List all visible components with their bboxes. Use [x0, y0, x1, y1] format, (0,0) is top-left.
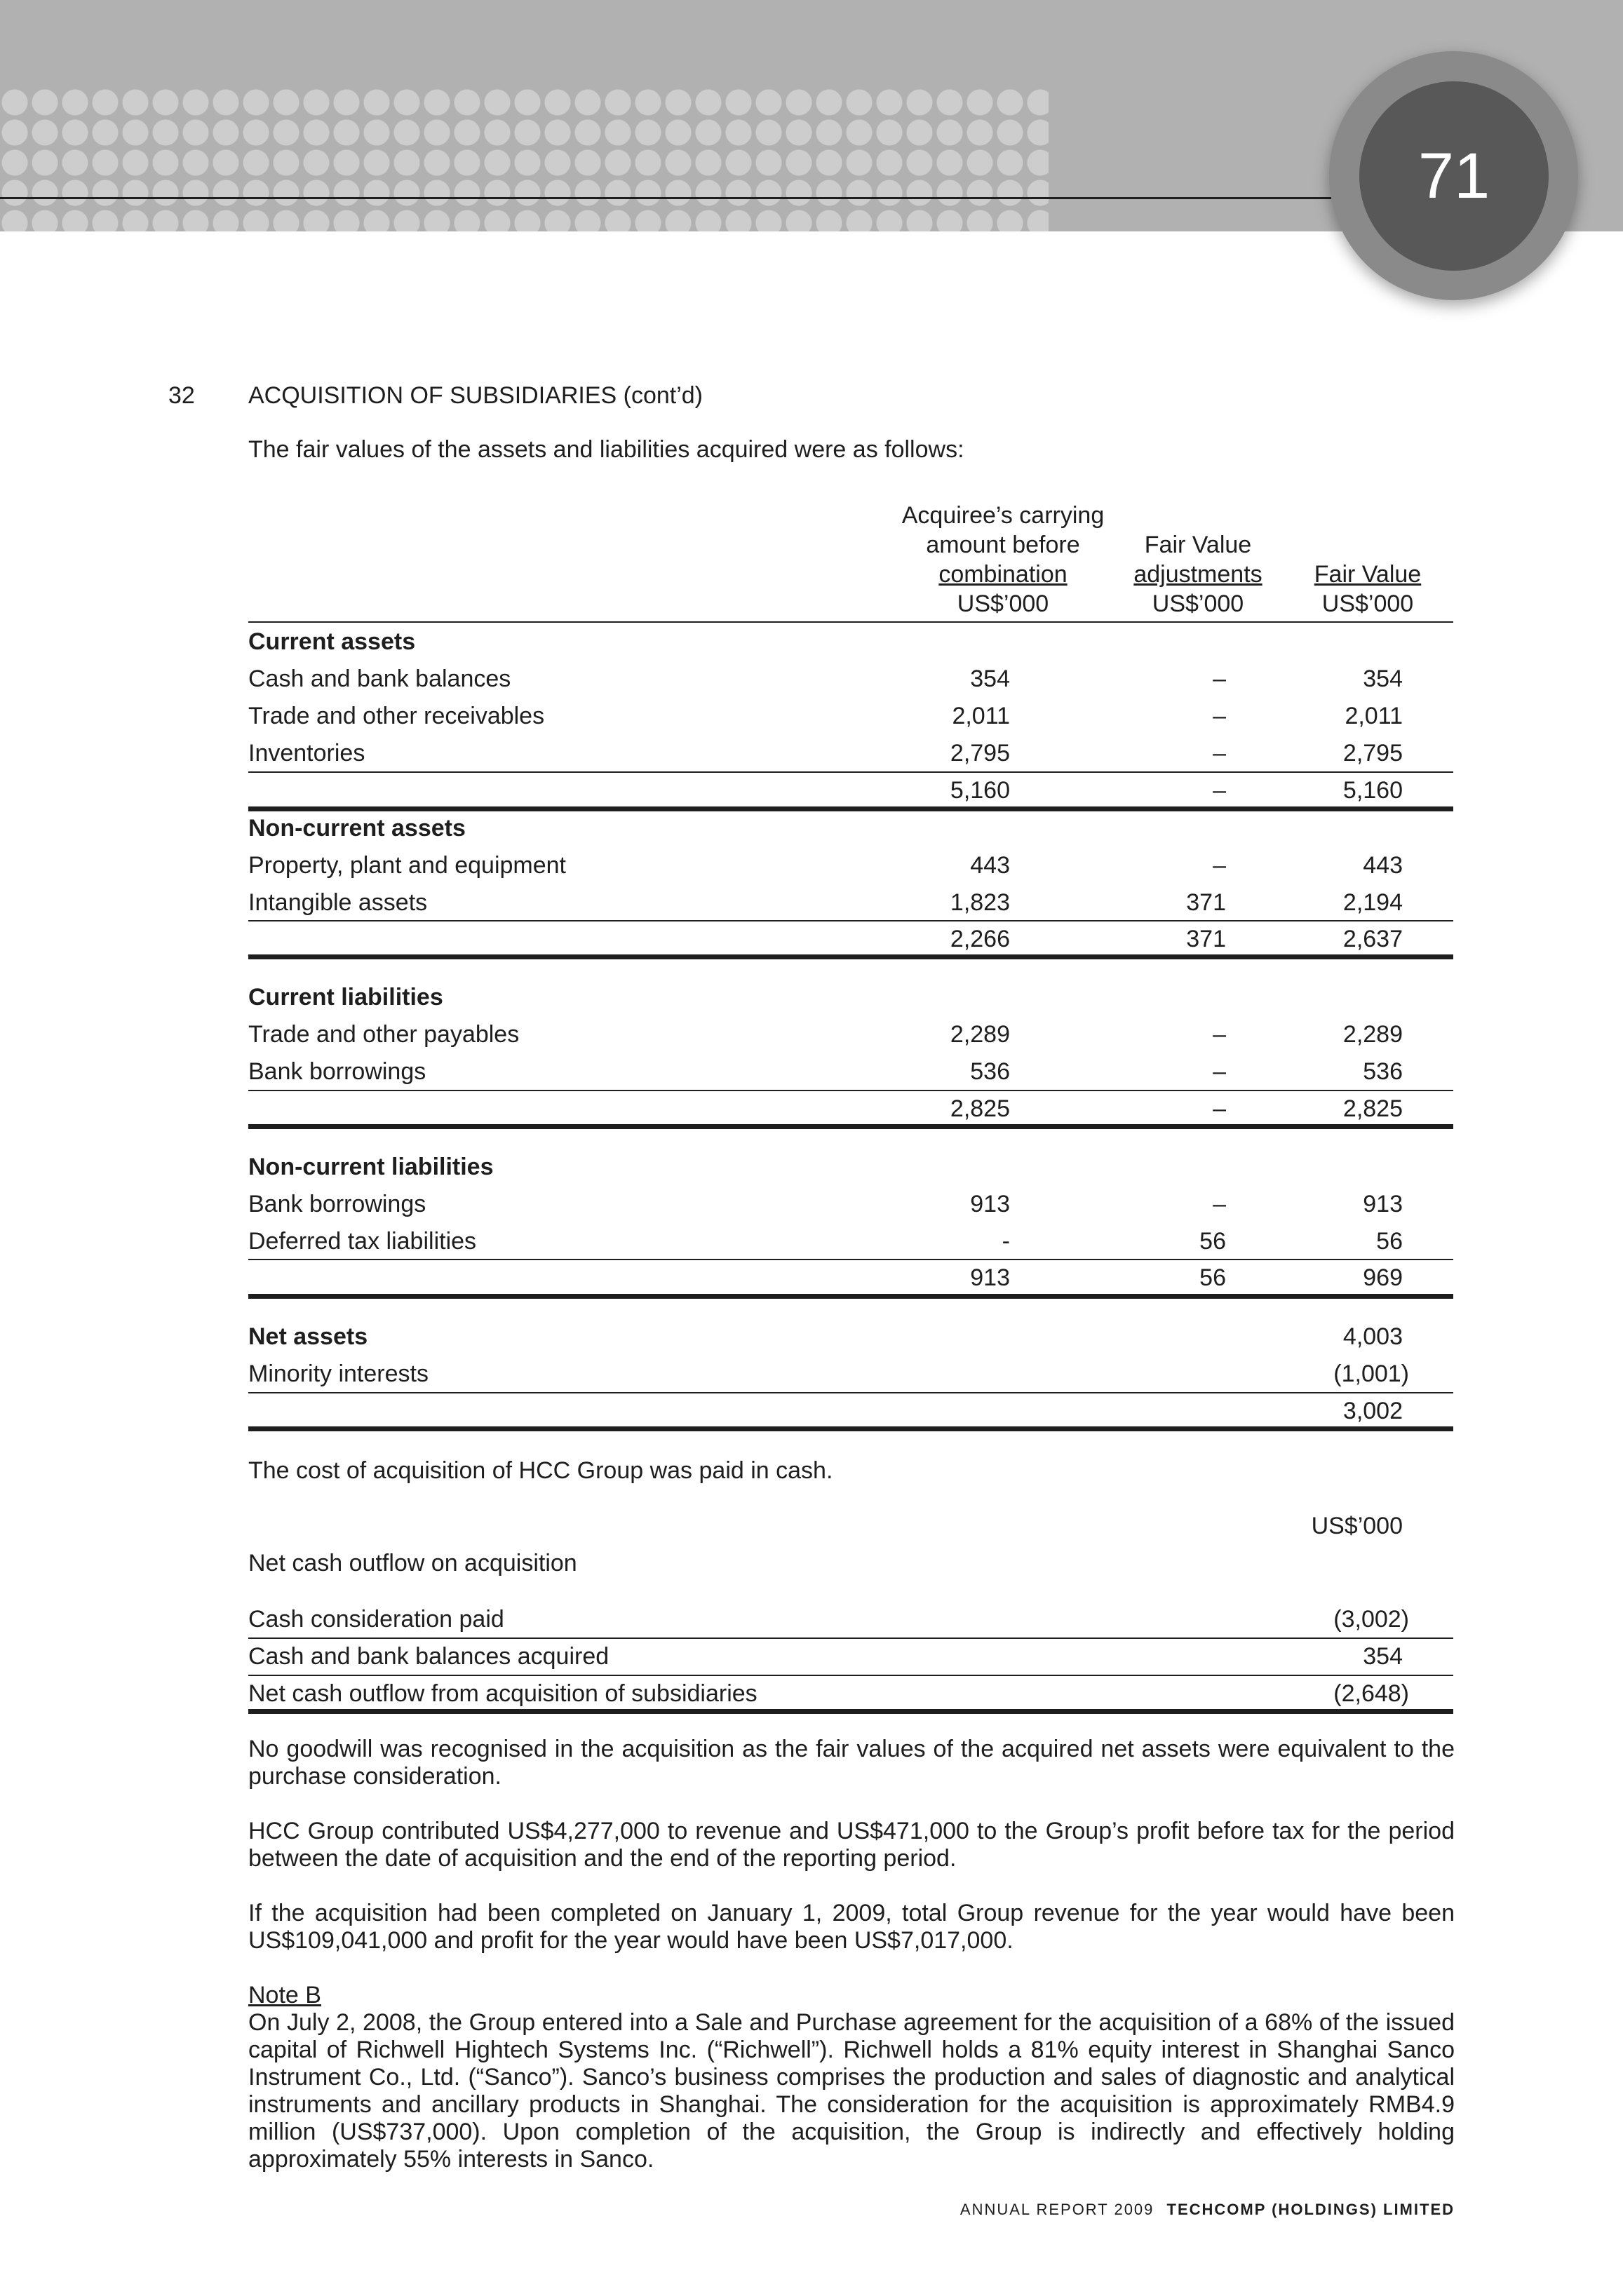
row-rule — [248, 1675, 1453, 1676]
cell-fair-value: 56 — [1376, 1228, 1403, 1255]
goodwill-paragraph: No goodwill was recognised in the acquisition as the fair values of the acquired net assets were equivalent to the purchase consideration. — [248, 1736, 1455, 1790]
contribution-paragraph: HCC Group contributed US$4,277,000 to revenue and US$471,000 to the Group’s profit before tax for the period between the date of acquisition and the end of the reporting period. — [248, 1818, 1455, 1872]
cell-carrying: 536 — [970, 1058, 1010, 1085]
cell-carrying: 1,823 — [950, 889, 1010, 916]
subtotal-fair-value: 2,825 — [1342, 1095, 1403, 1122]
row-label: Bank borrowings — [248, 1191, 426, 1217]
subtotal-rule — [248, 920, 1453, 921]
proforma-paragraph: If the acquisition had been completed on January 1, 2009, total Group revenue for the year would have been US$109,041,000 and profit for the year would have been US$7,017,000. — [248, 1900, 1455, 1954]
net-assets-value: 4,003 — [1342, 1323, 1403, 1350]
cash-value: (3,002) — [1333, 1606, 1409, 1633]
row-label: Bank borrowings — [248, 1058, 426, 1085]
section-title: Current liabilities — [248, 984, 443, 1011]
note-number: 32 — [168, 382, 195, 409]
cell-fair-value: 536 — [1363, 1058, 1403, 1085]
cell-carrying: 2,795 — [950, 740, 1010, 767]
subtotal-carrying: 5,160 — [950, 777, 1010, 804]
subtotal-carrying: 913 — [970, 1264, 1010, 1291]
cell-adjustment: – — [1213, 1058, 1226, 1085]
cost-statement: The cost of acquisition of HCC Group was paid in cash. — [248, 1457, 833, 1484]
total-rule — [248, 954, 1453, 959]
row-label: Cash and bank balances acquired — [248, 1643, 610, 1670]
footer-report: ANNUAL REPORT 2009 — [959, 2201, 1154, 2218]
cell-fair-value: 913 — [1363, 1191, 1403, 1217]
note-b-paragraph: On July 2, 2008, the Group entered into a Sale and Purchase agreement for the acquisition of a 68% of the issued capital of Richwell Hightech Systems Inc. (“Richwell”). Richwell holds a 81% equity interest in Shanghai Sanco Instrument Co., Ltd. (“Sanco”). Sanco’s business comprises the production and sales of diagnostic and analytical instruments and ancillary products in Shanghai. The consideration for the acquisition is approximately RMB4.9 million (US$737,000). Upon completion of the acquisition, the Group is indirectly and effectively holding approximately 55% interests in Sanco. — [248, 2009, 1455, 2173]
cell-adjustment: – — [1213, 1021, 1226, 1048]
footer — [960, 2201, 1455, 2219]
note-title: ACQUISITION OF SUBSIDIARIES (cont’d) — [248, 382, 703, 409]
column-header-fair-value-adjustments: Fair Value adjustments US$’000 — [1133, 532, 1262, 617]
row-label: Trade and other receivables — [248, 703, 545, 729]
cell-carrying: 2,289 — [950, 1021, 1010, 1048]
cell-carrying: 354 — [970, 666, 1010, 692]
cell-carrying: 2,011 — [952, 703, 1010, 729]
cell-adjustment: – — [1213, 1191, 1226, 1217]
total-rule — [248, 1124, 1453, 1129]
cell-fair-value: 2,795 — [1342, 740, 1403, 767]
subtotal-rule — [248, 1090, 1453, 1091]
net-total-value: 3,002 — [1342, 1398, 1403, 1424]
note-b-title: Note B — [248, 1982, 321, 2008]
subtotal-adjustment: – — [1213, 777, 1226, 804]
cell-adjustment: 56 — [1199, 1228, 1226, 1255]
subtotal-adjustment: 56 — [1199, 1264, 1226, 1291]
row-label: Intangible assets — [248, 889, 428, 916]
row-label: Cash and bank balances — [248, 666, 511, 692]
column-header-fair-value: Fair Value US$’000 — [1314, 561, 1422, 617]
subtotal-adjustment: 371 — [1186, 926, 1226, 952]
subtotal-rule — [248, 771, 1453, 773]
cell-fair-value: 2,289 — [1342, 1021, 1403, 1048]
subtotal-adjustment: – — [1213, 1095, 1226, 1122]
cell-adjustment: – — [1213, 703, 1226, 729]
section-title: Non-current liabilities — [248, 1154, 494, 1180]
cash-value: 354 — [1363, 1643, 1403, 1670]
subtotal-fair-value: 5,160 — [1342, 777, 1403, 804]
row-label: Cash consideration paid — [248, 1606, 504, 1633]
cash-unit-header: US$’000 — [1311, 1513, 1403, 1539]
total-rule — [248, 1709, 1453, 1714]
net-assets-label: Net assets — [248, 1323, 368, 1350]
row-label: Deferred tax liabilities — [248, 1228, 477, 1255]
cell-adjustment: 371 — [1186, 889, 1226, 916]
row-label: Net cash outflow from acquisition of subsidiaries — [248, 1680, 757, 1707]
row-label: Property, plant and equipment — [248, 852, 566, 879]
cell-adjustment: – — [1213, 666, 1226, 692]
subtotal-rule — [248, 1259, 1453, 1260]
header-rule — [248, 621, 1453, 623]
cell-carrying: 913 — [970, 1191, 1010, 1217]
subtotal-fair-value: 2,637 — [1342, 926, 1403, 952]
footer-company: TECHCOMP (HOLDINGS) LIMITED — [1166, 2201, 1455, 2218]
section-title: Current assets — [248, 628, 416, 655]
dot-pattern — [0, 88, 1049, 231]
cell-adjustment: – — [1213, 740, 1226, 767]
cash-value: (2,648) — [1333, 1680, 1409, 1707]
minority-interests-value: (1,001) — [1333, 1360, 1409, 1387]
minority-interests-label: Minority interests — [248, 1360, 429, 1387]
total-rule — [248, 806, 1453, 811]
cell-fair-value: 2,011 — [1345, 703, 1403, 729]
banner-rule — [0, 197, 1403, 199]
cell-adjustment: – — [1213, 852, 1226, 879]
cell-fair-value: 354 — [1363, 666, 1403, 692]
total-rule — [248, 1426, 1453, 1431]
subtotal-rule — [248, 1392, 1453, 1393]
subtotal-carrying: 2,266 — [950, 926, 1010, 952]
intro-text: The fair values of the assets and liabilities acquired were as follows: — [248, 436, 964, 463]
row-label: Trade and other payables — [248, 1021, 520, 1048]
cell-fair-value: 2,194 — [1342, 889, 1403, 916]
cell-carrying: 443 — [970, 852, 1010, 879]
section-title: Non-current assets — [248, 815, 466, 842]
cell-carrying: - — [1002, 1228, 1010, 1255]
column-header-carrying-amount: Acquiree’s carrying amount before combination US$’000 — [901, 502, 1105, 617]
cash-table-title: Net cash outflow on acquisition — [248, 1550, 577, 1576]
subtotal-carrying: 2,825 — [950, 1095, 1010, 1122]
row-label: Inventories — [248, 740, 365, 767]
page-number: 71 — [1359, 81, 1549, 271]
subtotal-fair-value: 969 — [1363, 1264, 1403, 1291]
cell-fair-value: 443 — [1363, 852, 1403, 879]
row-rule — [248, 1637, 1453, 1639]
total-rule — [248, 1294, 1453, 1299]
